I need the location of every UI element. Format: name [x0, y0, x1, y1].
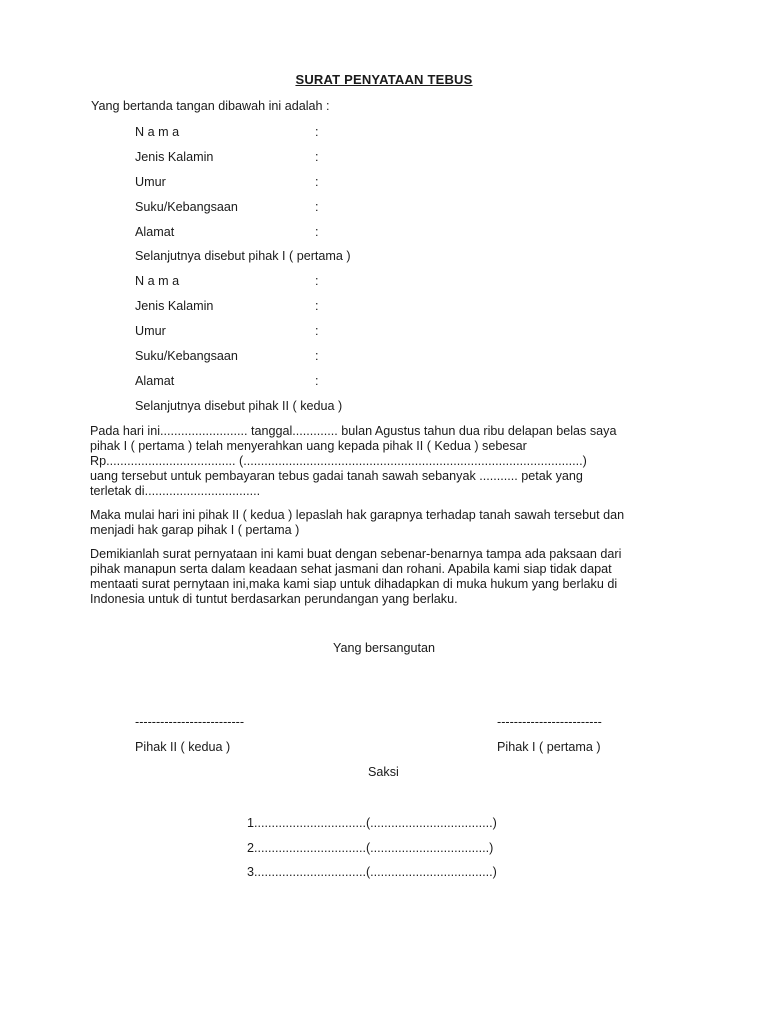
paragraph-line: uang tersebut untuk pembayaran tebus gadai tanah sawah sebanyak ........... petak yang — [90, 469, 583, 483]
signature-name-party2: Pihak II ( kedua ) — [135, 740, 231, 754]
paragraph-line: Indonesia untuk di tuntut berdasarkan perundangan yang berlaku. — [90, 592, 458, 606]
paragraph-line: menjadi hak garap pihak I ( pertama ) — [90, 523, 300, 537]
party2-gender-label: Jenis Kalamin — [135, 299, 214, 313]
party2-gender-colon: : — [315, 299, 319, 313]
party2-address-label: Alamat — [135, 374, 175, 388]
paragraph-line: Rp..................................... (.................................................................................................) — [90, 454, 587, 468]
paragraph-line: mentaati surat pernytaan ini,maka kami siap untuk dihadapkan di muka hukum yang berlaku di — [90, 577, 618, 591]
signature-name-party1: Pihak I ( pertama ) — [497, 740, 601, 754]
witness-line-1: 1................................(...................................) — [247, 816, 497, 830]
party2-age-colon: : — [315, 324, 319, 338]
paragraph-line: Pada hari ini......................... tanggal............. bulan Agustus tahun dua ribu delapan belas saya — [90, 424, 617, 438]
paragraph-transaction — [90, 424, 690, 499]
party1-address-colon: : — [315, 225, 319, 239]
party2-age-label: Umur — [135, 324, 166, 338]
party1-ethnicity-colon: : — [315, 200, 319, 214]
witness-line-2: 2................................(..................................) — [247, 841, 494, 855]
party2-ethnicity-colon: : — [315, 349, 319, 363]
witness-line-3: 3................................(...................................) — [247, 865, 497, 879]
party1-age-colon: : — [315, 175, 319, 189]
paragraph-line: Demikianlah surat pernyataan ini kami buat dengan sebenar-benarnya tampa ada paksaan dari — [90, 547, 622, 561]
party1-gender-label: Jenis Kalamin — [135, 150, 214, 164]
document-title: SURAT PENYATAAN TEBUS — [295, 72, 473, 87]
intro-text: Yang bertanda tangan dibawah ini adalah : — [91, 99, 330, 113]
party1-address-label: Alamat — [135, 225, 175, 239]
signature-line-left: -------------------------- — [135, 715, 245, 729]
witness-heading: Saksi — [368, 765, 399, 779]
party2-designation: Selanjutnya disebut pihak II ( kedua ) — [135, 399, 343, 413]
party1-name-colon: : — [315, 125, 319, 139]
party1-gender-colon: : — [315, 150, 319, 164]
paragraph-line: pihak manapun serta dalam keadaan sehat jasmani dan rohani. Apabila kami siap tidak dapat — [90, 562, 612, 576]
party2-name-label: N a m a — [135, 274, 180, 288]
party1-ethnicity-label: Suku/Kebangsaan — [135, 200, 238, 214]
party1-age-label: Umur — [135, 175, 166, 189]
party2-address-colon: : — [315, 374, 319, 388]
paragraph-line: pihak I ( pertama ) telah menyerahkan uang kepada pihak II ( Kedua ) sebesar — [90, 439, 527, 453]
paragraph-rights — [90, 508, 690, 538]
party2-name-colon: : — [315, 274, 319, 288]
signature-line-right: ------------------------- — [497, 715, 602, 729]
paragraph-line: Maka mulai hari ini pihak II ( kedua ) lepaslah hak garapnya terhadap tanah sawah tersebut dan — [90, 508, 625, 522]
paragraph-line: terletak di................................. — [90, 484, 261, 498]
party1-designation: Selanjutnya disebut pihak I ( pertama ) — [135, 249, 351, 263]
party2-ethnicity-label: Suku/Kebangsaan — [135, 349, 238, 363]
closing-text: Yang bersangutan — [333, 641, 435, 655]
paragraph-declaration — [90, 547, 690, 607]
party1-name-label: N a m a — [135, 125, 180, 139]
